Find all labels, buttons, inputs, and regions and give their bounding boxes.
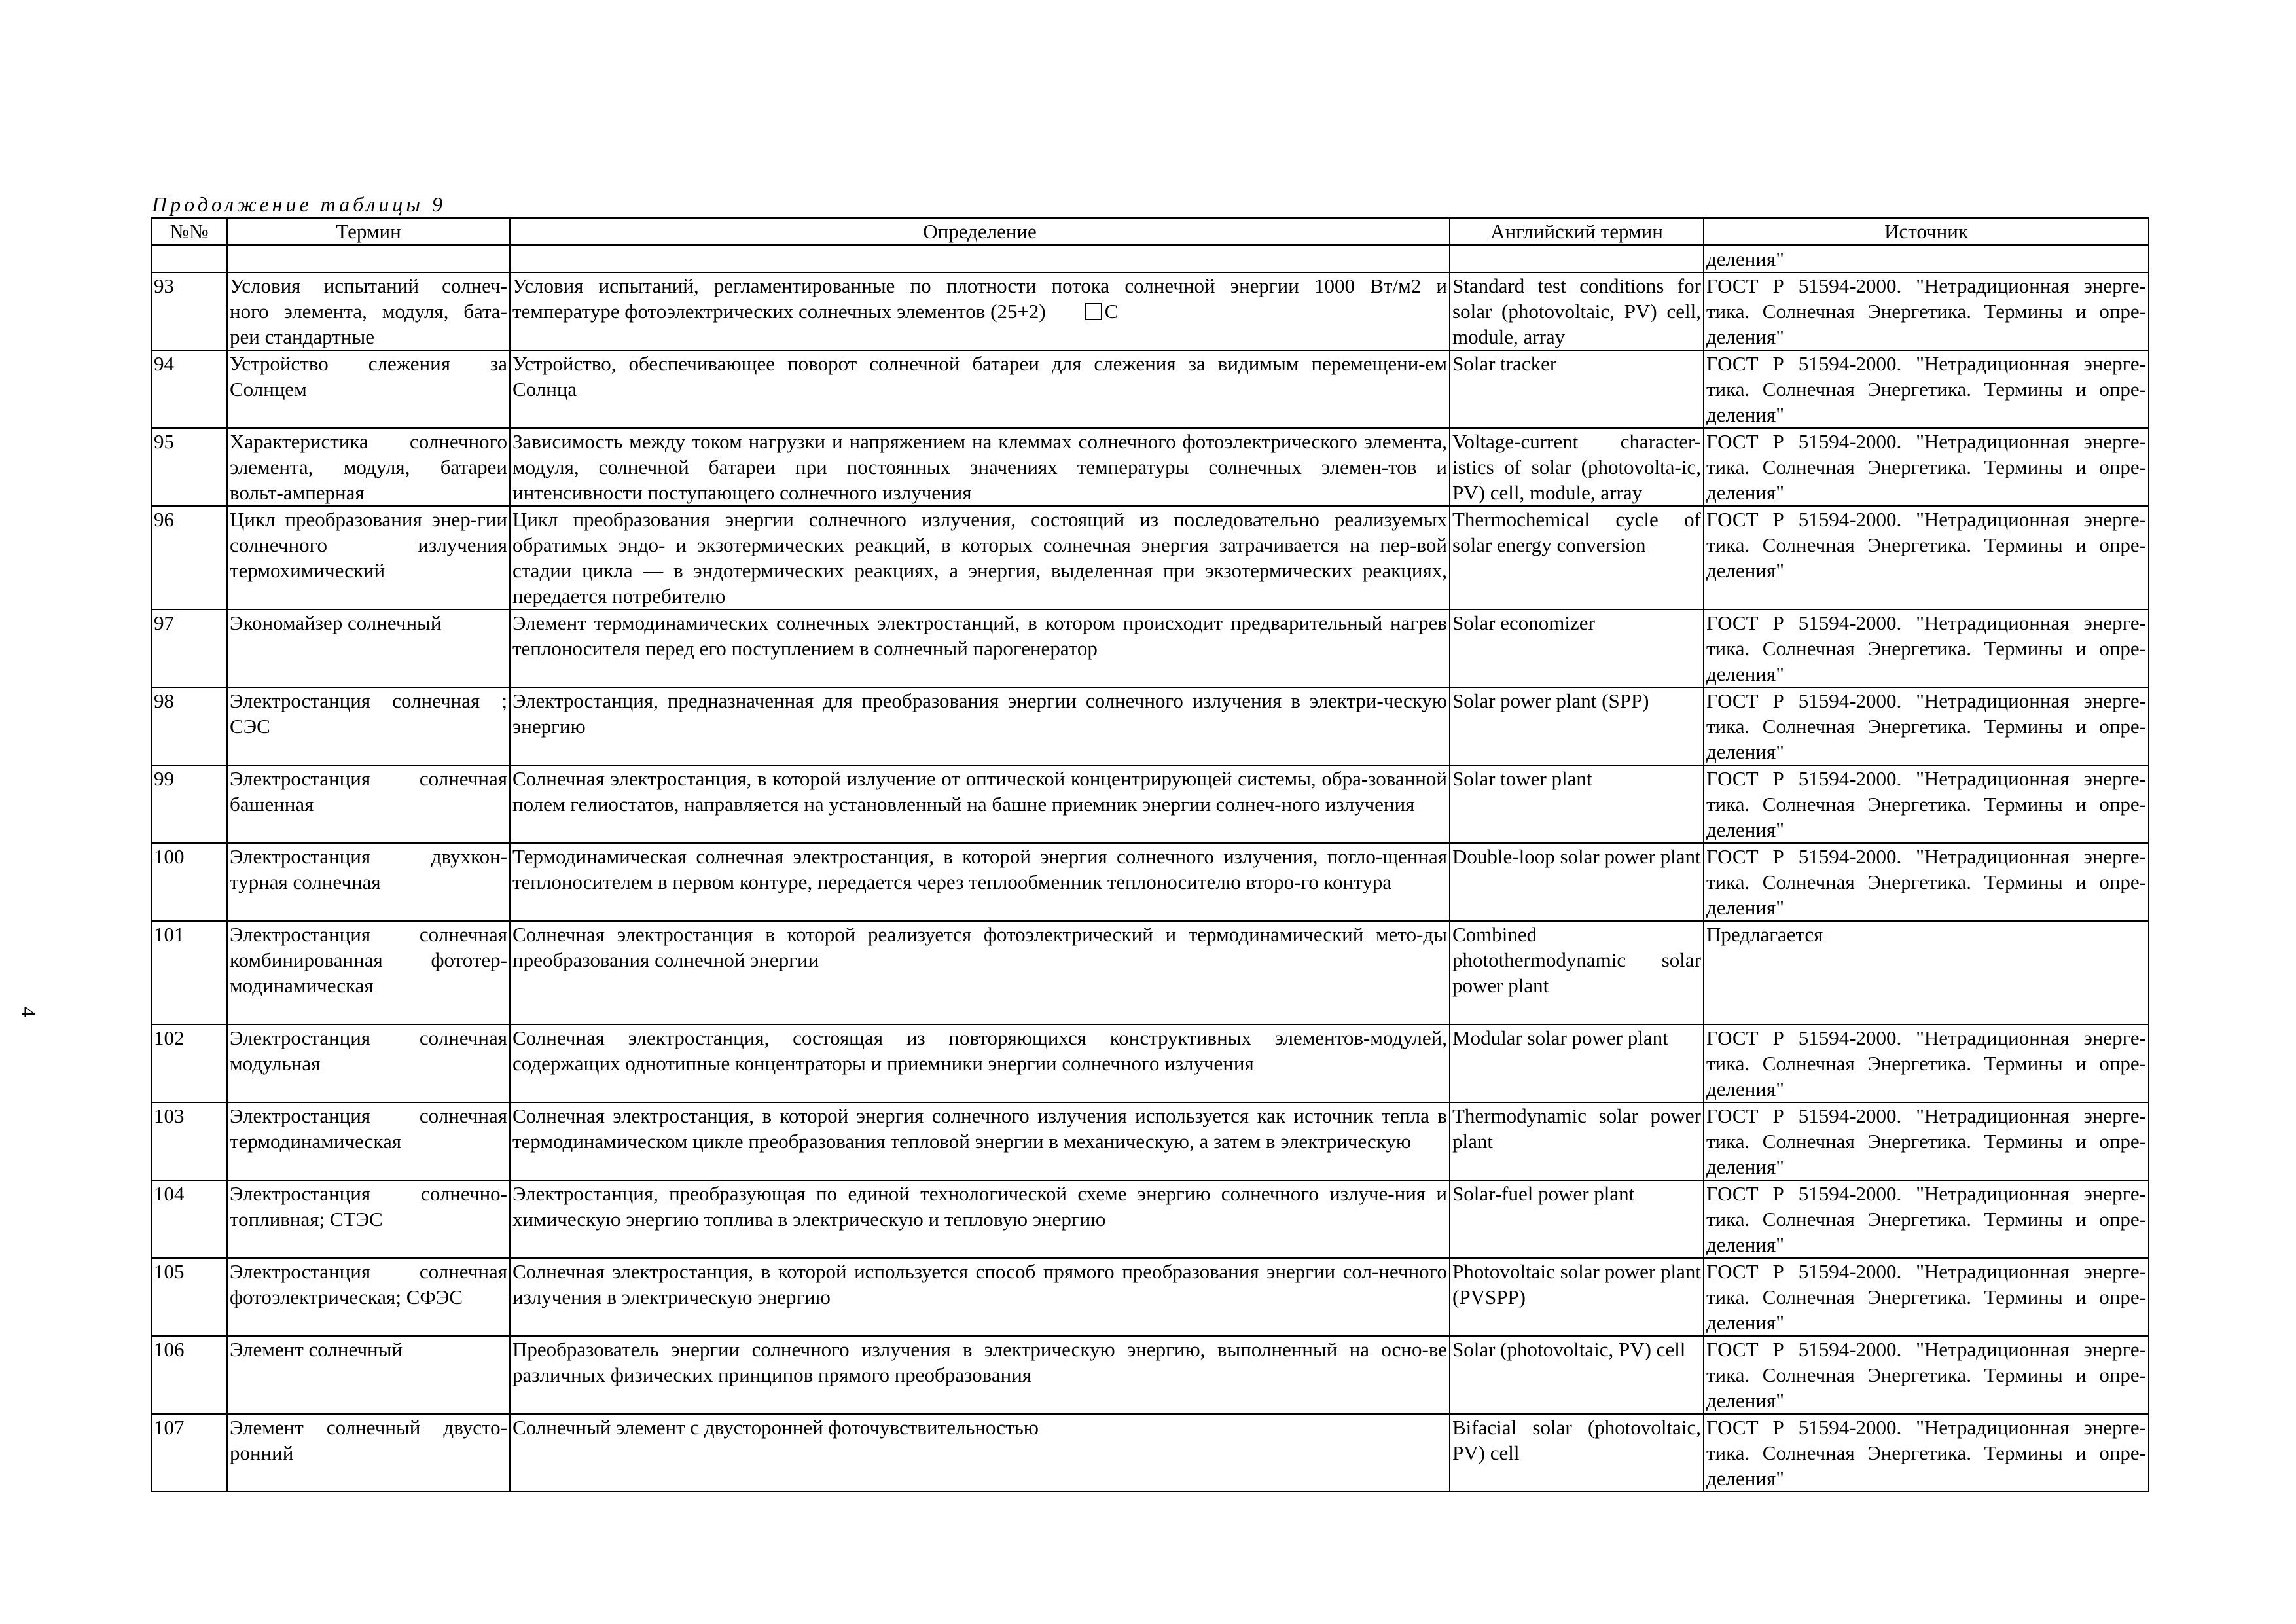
cell-num: 104 bbox=[151, 1180, 227, 1258]
cell-num: 99 bbox=[151, 765, 227, 843]
header-english: Английский термин bbox=[1450, 218, 1704, 245]
table-row bbox=[151, 506, 2149, 609]
page-number: 4 bbox=[17, 1007, 41, 1017]
cell-term: Электростанция солнечная ; СЭС bbox=[227, 687, 510, 765]
table-row bbox=[151, 1102, 2149, 1180]
cell-term: Электростанция солнечная фотоэлектрическая; СФЭС bbox=[227, 1258, 510, 1336]
table-row bbox=[151, 1180, 2149, 1258]
terms-table bbox=[151, 217, 2149, 1492]
cell-english: Bifacial solar (photovoltaic, PV) cell bbox=[1450, 1414, 1704, 1492]
cell-definition: Термодинамическая солнечная электростанция, в которой энергия солнечного излучения, погло-щенная теплоносителем в первом контуре, передается через теплообменник теплоносителю второ-го контура bbox=[510, 843, 1450, 921]
cell-term: Характеристика солнечного элемента, модуля, батареи вольт-амперная bbox=[227, 428, 510, 506]
table-row bbox=[151, 1024, 2149, 1102]
cell-source: деления" bbox=[1704, 245, 2149, 273]
cell-term: Электростанция солнечно-топливная; СТЭС bbox=[227, 1180, 510, 1258]
table-row bbox=[151, 1414, 2149, 1492]
cell-english: Thermochemical cycle of solar energy conversion bbox=[1450, 506, 1704, 609]
table-row bbox=[151, 428, 2149, 506]
header-definition: Определение bbox=[510, 218, 1450, 245]
cell-english: Double-loop solar power plant bbox=[1450, 843, 1704, 921]
cell-definition: Преобразователь энергии солнечного излучения в электрическую энергию, выполненный на осно-ве различных физических принципов прямого преобразования bbox=[510, 1336, 1450, 1414]
cell-num: 100 bbox=[151, 843, 227, 921]
empty-box-glyph bbox=[1085, 303, 1102, 320]
definition-suffix: С bbox=[1104, 300, 1119, 323]
cell-english: Thermodynamic solar power plant bbox=[1450, 1102, 1704, 1180]
cell-english bbox=[1450, 245, 1704, 273]
cell-source: ГОСТ Р 51594-2000. "Нетрадиционная энерге-тика. Солнечная Энергетика. Термины и опре-деления" bbox=[1704, 506, 2149, 609]
cell-term: Условия испытаний солнеч-ного элемента, модуля, бата-реи стандартные bbox=[227, 272, 510, 350]
table-row bbox=[151, 1258, 2149, 1336]
cell-definition: Солнечная электростанция в которой реализуется фотоэлектрический и термодинамический мето-ды преобразования солнечной энергии bbox=[510, 921, 1450, 1024]
cell-num: 97 bbox=[151, 609, 227, 687]
cell-num: 107 bbox=[151, 1414, 227, 1492]
cell-english: Standard test conditions for solar (photovoltaic, PV) cell, module, array bbox=[1450, 272, 1704, 350]
cell-source: ГОСТ Р 51594-2000. "Нетрадиционная энерге-тика. Солнечная Энергетика. Термины и опре-деления" bbox=[1704, 272, 2149, 350]
cell-num: 105 bbox=[151, 1258, 227, 1336]
cell-source: ГОСТ Р 51594-2000. "Нетрадиционная энерге-тика. Солнечная Энергетика. Термины и опре-деления" bbox=[1704, 765, 2149, 843]
cell-source: ГОСТ Р 51594-2000. "Нетрадиционная энерге-тика. Солнечная Энергетика. Термины и опре-деления" bbox=[1704, 1414, 2149, 1492]
cell-term: Устройство слежения за Солнцем bbox=[227, 350, 510, 428]
cell-source: ГОСТ Р 51594-2000. "Нетрадиционная энерге-тика. Солнечная Энергетика. Термины и опре-деления" bbox=[1704, 609, 2149, 687]
cell-source: ГОСТ Р 51594-2000. "Нетрадиционная энерге-тика. Солнечная Энергетика. Термины и опре-деления" bbox=[1704, 1258, 2149, 1336]
cell-num: 96 bbox=[151, 506, 227, 609]
table-row bbox=[151, 921, 2149, 1024]
cell-source: ГОСТ Р 51594-2000. "Нетрадиционная энерге-тика. Солнечная Энергетика. Термины и опре-деления" bbox=[1704, 1024, 2149, 1102]
cell-term: Электростанция солнечная модульная bbox=[227, 1024, 510, 1102]
cell-definition: Солнечный элемент с двусторонней фоточувствительностью bbox=[510, 1414, 1450, 1492]
cell-definition: Солнечная электростанция, в которой энергия солнечного излучения используется как источник тепла в термодинамическом цикле преобразования тепловой энергии в механическую, а затем в электрическую bbox=[510, 1102, 1450, 1180]
cell-definition: Электростанция, преобразующая по единой технологической схеме энергию солнечного излуче-ния и химическую энергию топлива в электрическую и тепловую энергию bbox=[510, 1180, 1450, 1258]
table-row bbox=[151, 272, 2149, 350]
cell-num: 93 bbox=[151, 272, 227, 350]
cell-term: Электростанция двухкон-турная солнечная bbox=[227, 843, 510, 921]
table-row bbox=[151, 687, 2149, 765]
cell-term: Электростанция солнечная термодинамическая bbox=[227, 1102, 510, 1180]
table-row bbox=[151, 609, 2149, 687]
cell-english: Solar tracker bbox=[1450, 350, 1704, 428]
cell-source: ГОСТ Р 51594-2000. "Нетрадиционная энерге-тика. Солнечная Энергетика. Термины и опре-деления" bbox=[1704, 428, 2149, 506]
cell-num: 94 bbox=[151, 350, 227, 428]
cell-term: Электростанция солнечная башенная bbox=[227, 765, 510, 843]
cell-term: Электростанция солнечная комбинированная фототер-модинамическая bbox=[227, 921, 510, 1024]
cell-definition: Солнечная электростанция, в которой излучение от оптической концентрирующей системы, обра-зованной полем гелиостатов, направляется на установленный на башне приемник энергии солнеч-ного излучения bbox=[510, 765, 1450, 843]
cell-english: Solar power plant (SPP) bbox=[1450, 687, 1704, 765]
cell-definition: Электростанция, предназначенная для преобразования энергии солнечного излучения в электри-ческую энергию bbox=[510, 687, 1450, 765]
cell-num: 98 bbox=[151, 687, 227, 765]
cell-num: 106 bbox=[151, 1336, 227, 1414]
cell-source: ГОСТ Р 51594-2000. "Нетрадиционная энерге-тика. Солнечная Энергетика. Термины и опре-деления" bbox=[1704, 1336, 2149, 1414]
cell-definition: Солнечная электростанция, в которой используется способ прямого преобразования энергии сол-нечного излучения в электрическую энергию bbox=[510, 1258, 1450, 1336]
cell-num: 101 bbox=[151, 921, 227, 1024]
cell-english: Solar economizer bbox=[1450, 609, 1704, 687]
cell-source: ГОСТ Р 51594-2000. "Нетрадиционная энерге-тика. Солнечная Энергетика. Термины и опре-деления" bbox=[1704, 350, 2149, 428]
cell-english: Modular solar power plant bbox=[1450, 1024, 1704, 1102]
cell-num: 95 bbox=[151, 428, 227, 506]
cell-term bbox=[227, 245, 510, 273]
cell-term: Элемент солнечный bbox=[227, 1336, 510, 1414]
header-source: Источник bbox=[1704, 218, 2149, 245]
cell-term: Элемент солнечный двусто-ронний bbox=[227, 1414, 510, 1492]
cell-definition: Элемент термодинамических солнечных электростанций, в котором происходит предварительный нагрев теплоносителя перед его поступлением в солнечный парогенератор bbox=[510, 609, 1450, 687]
cell-english: Combined photothermodynamic solar power plant bbox=[1450, 921, 1704, 1024]
cell-english: Voltage-current character-istics of solar (photovolta-ic, PV) cell, module, array bbox=[1450, 428, 1704, 506]
table-row bbox=[151, 350, 2149, 428]
cell-english: Photovoltaic solar power plant (PVSPP) bbox=[1450, 1258, 1704, 1336]
table-row bbox=[151, 1336, 2149, 1414]
cell-source: ГОСТ Р 51594-2000. "Нетрадиционная энерге-тика. Солнечная Энергетика. Термины и опре-деления" bbox=[1704, 843, 2149, 921]
cell-english: Solar-fuel power plant bbox=[1450, 1180, 1704, 1258]
cell-num bbox=[151, 245, 227, 273]
header-term: Термин bbox=[227, 218, 510, 245]
cell-source: ГОСТ Р 51594-2000. "Нетрадиционная энерге-тика. Солнечная Энергетика. Термины и опре-деления" bbox=[1704, 1102, 2149, 1180]
cell-term: Экономайзер солнечный bbox=[227, 609, 510, 687]
header-num: №№ bbox=[151, 218, 227, 245]
cell-num: 102 bbox=[151, 1024, 227, 1102]
cell-definition bbox=[510, 272, 1450, 350]
table-header-row bbox=[151, 218, 2149, 245]
cell-source: Предлагается bbox=[1704, 921, 2149, 1024]
cell-english: Solar (photovoltaic, PV) cell bbox=[1450, 1336, 1704, 1414]
table-caption: Продолжение таблицы 9 bbox=[152, 192, 446, 216]
cell-num: 103 bbox=[151, 1102, 227, 1180]
cell-definition: Устройство, обеспечивающее поворот солнечной батареи для слежения за видимым перемещени-ем Солнца bbox=[510, 350, 1450, 428]
cell-definition: Цикл преобразования энергии солнечного излучения, состоящий из последовательно реализуемых обратимых эндо- и экзотермических реакций, в которых солнечная энергия затрачивается на пер-вой стадии цикла — в эндотермических реакциях, а энергия, выделенная при экзотермических реакциях, передается потребителю bbox=[510, 506, 1450, 609]
cell-source: ГОСТ Р 51594-2000. "Нетрадиционная энерге-тика. Солнечная Энергетика. Термины и опре-деления" bbox=[1704, 1180, 2149, 1258]
table-row bbox=[151, 843, 2149, 921]
cell-source: ГОСТ Р 51594-2000. "Нетрадиционная энерге-тика. Солнечная Энергетика. Термины и опре-деления" bbox=[1704, 687, 2149, 765]
table-row bbox=[151, 765, 2149, 843]
cell-english: Solar tower plant bbox=[1450, 765, 1704, 843]
cell-definition bbox=[510, 245, 1450, 273]
definition-text: Условия испытаний, регламентированные по плотности потока солнечной энергии 1000 Вт/м2 и температуре фотоэлектрических солнечных элементов (25+2) bbox=[512, 274, 1447, 323]
cell-definition: Солнечная электростанция, состоящая из повторяющихся конструктивных элементов-модулей, содержащих однотипные концентраторы и приемники энергии солнечного излучения bbox=[510, 1024, 1450, 1102]
cell-definition: Зависимость между током нагрузки и напряжением на клеммах солнечного фотоэлектрического элемента, модуля, солнечной батареи при постоянных значениях температуры солнечных элемен-тов и интенсивности поступающего солнечного излучения bbox=[510, 428, 1450, 506]
cell-term: Цикл преобразования энер-гии солнечного излучения термохимический bbox=[227, 506, 510, 609]
table-row-continuation bbox=[151, 245, 2149, 273]
